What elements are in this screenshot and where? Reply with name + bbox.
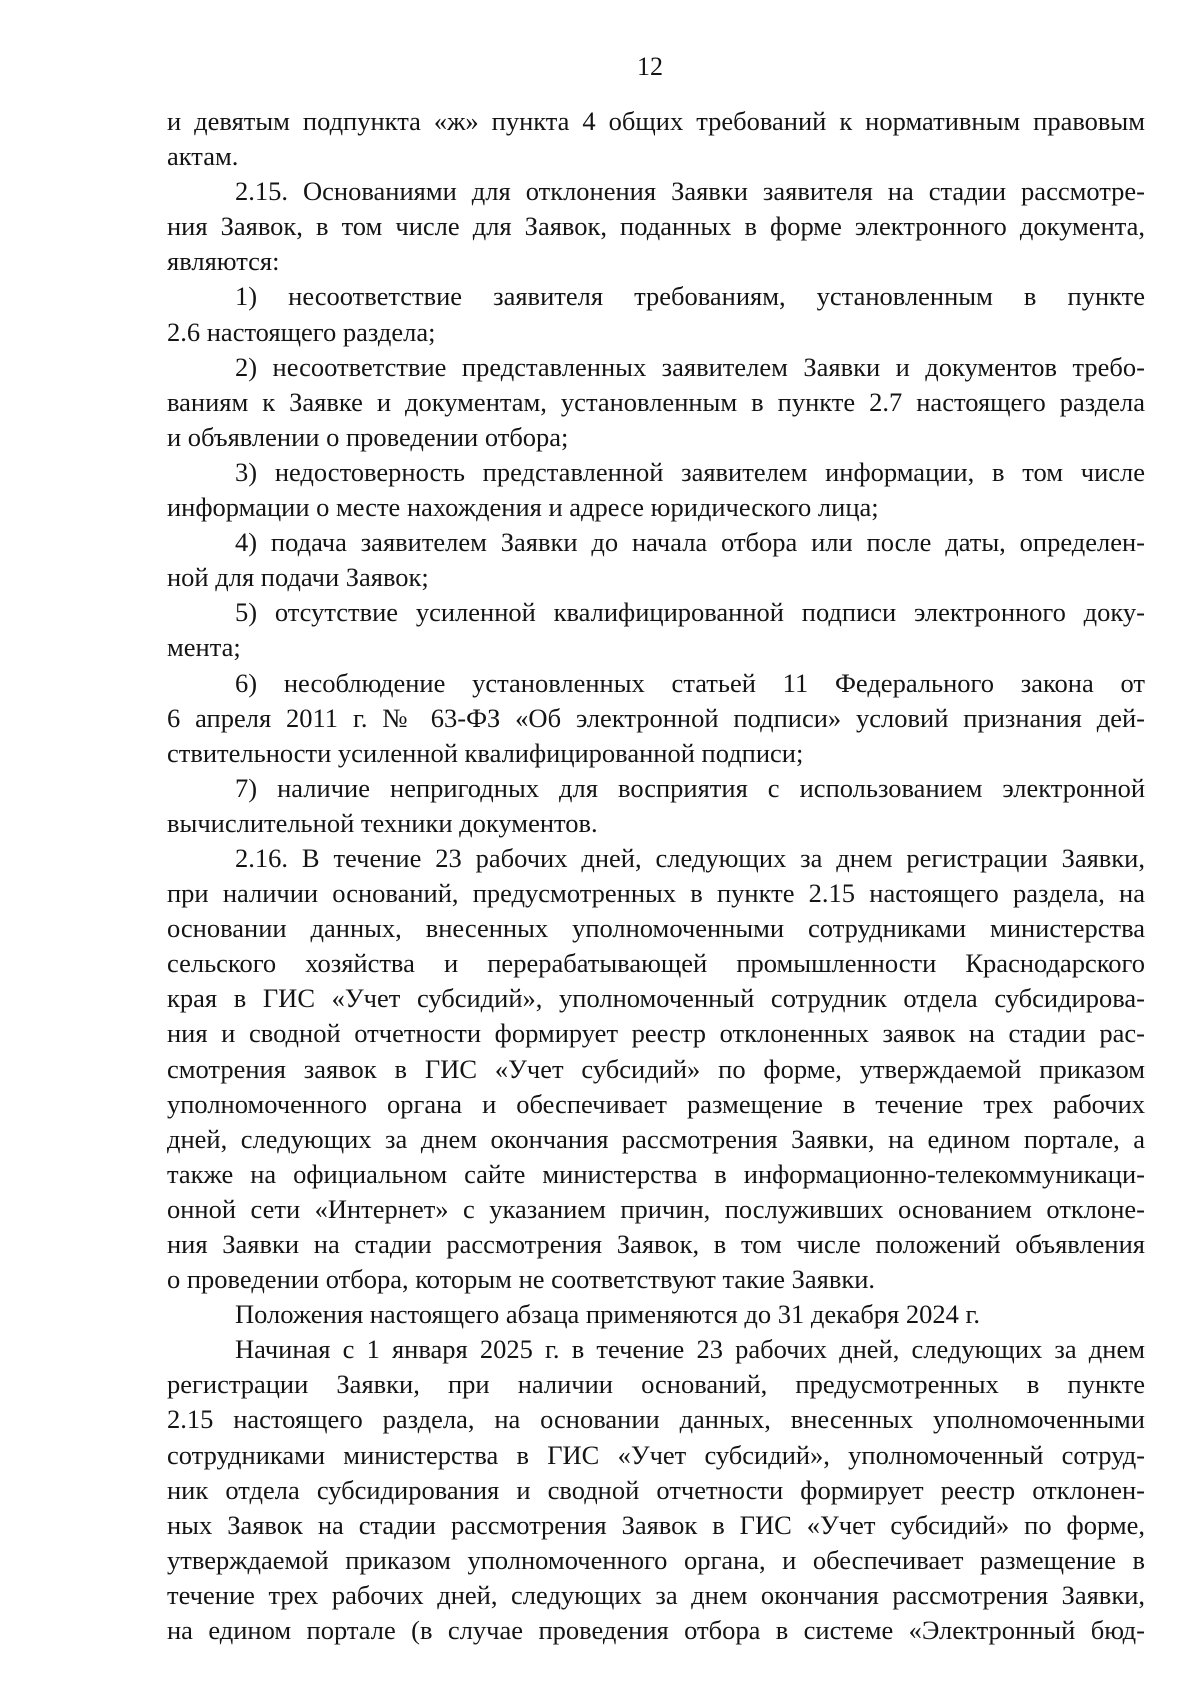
text-line: смотрения заявок в ГИС «Учет субсидий» по форме, утверждаемой приказом (167, 1053, 1145, 1084)
text-line: ной для подачи Заявок; (167, 562, 429, 593)
text-line: 5) отсутствие усиленной квалифицированной подписи электронного доку- (235, 597, 1145, 628)
text-line: при наличии оснований, предусмотренных в пункте 2.15 настоящего раздела, на (167, 878, 1145, 909)
text-line: 1) несоответствие заявителя требованиям, установленным в пункте (235, 281, 1145, 312)
text-line: ния и сводной отчетности формирует реестр отклоненных заявок на стадии рас- (167, 1018, 1145, 1049)
text-line: также на официальном сайте министерства в информационно-телекоммуникаци- (167, 1158, 1145, 1189)
text-line: основании данных, внесенных уполномоченными сотрудниками министерства (167, 913, 1145, 944)
text-line: утверждаемой приказом уполномоченного органа, и обеспечивает размещение в (167, 1544, 1145, 1575)
text-line: и объявлении о проведении отбора; (167, 421, 569, 452)
text-line: актам. (167, 141, 239, 172)
text-line: течение трех рабочих дней, следующих за днем окончания рассмотрения Заявки, (167, 1579, 1145, 1610)
text-line: о проведении отбора, которым не соответствуют такие Заявки. (167, 1264, 876, 1295)
text-line: края в ГИС «Учет субсидий», уполномоченный сотрудник отдела субсидирова- (167, 983, 1145, 1014)
text-line: 3) недостоверность представленной заявителем информации, в том числе (235, 456, 1145, 487)
text-line: мента; (167, 632, 241, 663)
text-line: онной сети «Интернет» с указанием причин, послуживших основанием отклоне- (167, 1193, 1145, 1224)
text-line: вычислительной техники документов. (167, 807, 598, 838)
text-line: 4) подача заявителем Заявки до начала отбора или после даты, определен- (235, 527, 1145, 558)
text-line: уполномоченного органа и обеспечивает размещение в течение трех рабочих (167, 1088, 1145, 1119)
text-line: являются: (167, 246, 280, 277)
text-line: регистрации Заявки, при наличии оснований, предусмотренных в пункте (167, 1369, 1145, 1400)
text-line: информации о месте нахождения и адресе юридического лица; (167, 492, 879, 523)
text-line: на едином портале (в случае проведения отбора в системе «Электронный бюд- (167, 1615, 1145, 1646)
text-line: и девятым подпункта «ж» пункта 4 общих требований к нормативным правовым (167, 106, 1145, 136)
text-line: 6) несоблюдение установленных статьей 11 Федерального закона от (235, 667, 1145, 698)
text-line: ваниям к Заявке и документам, установленным в пункте 2.7 настоящего раздела (167, 386, 1145, 417)
text-line: ных Заявок на стадии рассмотрения Заявок в ГИС «Учет субсидий» по форме, (167, 1509, 1145, 1540)
text-line: ния Заявки на стадии рассмотрения Заявок, в том числе положений объявления (167, 1229, 1145, 1259)
text-line: 6 апреля 2011 г. № 63-ФЗ «Об электронной подписи» условий признания дей- (167, 702, 1145, 733)
text-line: 2.16. В течение 23 рабочих дней, следующих за днем регистрации Заявки, (235, 842, 1145, 873)
page-number: 12 (637, 52, 663, 81)
document-body (167, 104, 1145, 1648)
text-line: ствительности усиленной квалифицированной подписи; (167, 737, 804, 768)
text-line: 7) наличие непригодных для восприятия с использованием электронной (235, 772, 1145, 803)
text-line: ния Заявок, в том числе для Заявок, поданных в форме электронного документа, (167, 211, 1145, 242)
text-line: ник отдела субсидирования и сводной отчетности формирует реестр отклонен- (167, 1474, 1145, 1505)
text-line: Начиная с 1 января 2025 г. в течение 23 рабочих дней, следующих за днем (235, 1334, 1145, 1365)
text-line: 2.6 настоящего раздела; (167, 316, 436, 347)
text-line: 2.15. Основаниями для отклонения Заявки заявителя на стадии рассмотре- (235, 176, 1145, 207)
text-line: Положения настоящего абзаца применяются до 31 декабря 2024 г. (235, 1299, 981, 1330)
text-line: 2) несоответствие представленных заявителем Заявки и документов требо- (235, 351, 1145, 382)
text-line: 2.15 настоящего раздела, на основании данных, внесенных уполномоченными (167, 1404, 1145, 1435)
text-line: сельского хозяйства и перерабатывающей промышленности Краснодарского (167, 948, 1145, 979)
text-line: дней, следующих за днем окончания рассмотрения Заявки, на едином портале, а (167, 1123, 1145, 1154)
text-line: сотрудниками министерства в ГИС «Учет субсидий», уполномоченный сотруд- (167, 1439, 1145, 1470)
